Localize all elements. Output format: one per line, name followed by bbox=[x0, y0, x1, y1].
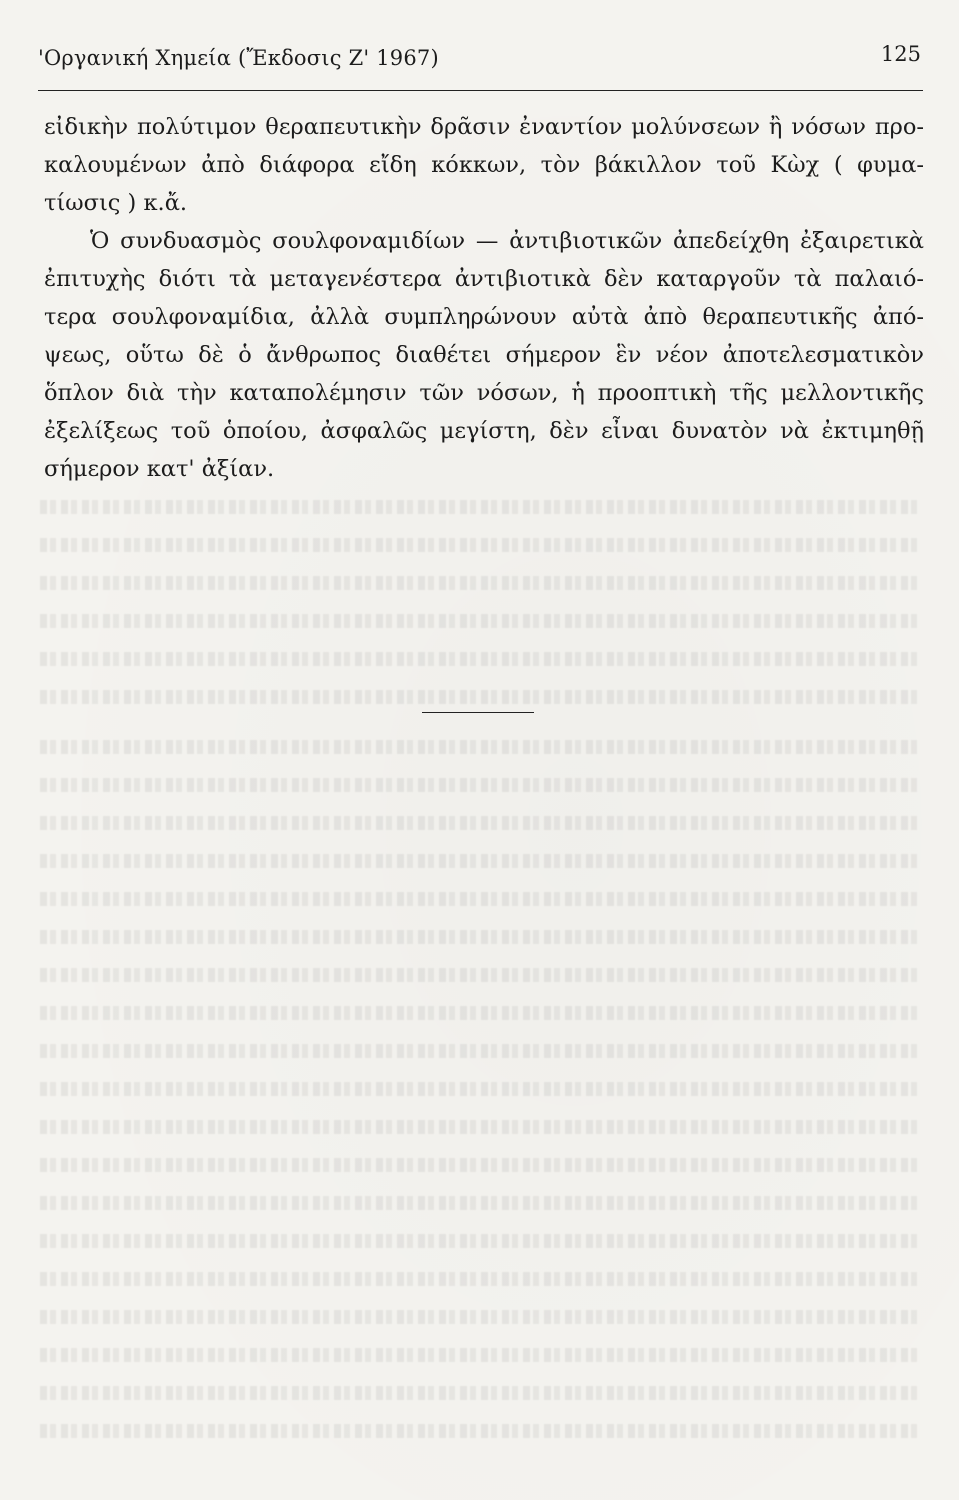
text-line: καλουμένων ἀπὸ διάφορα εἴδη κόκκων, τὸν βάκιλλον τοῦ Κὼχ ( φυμα- bbox=[44, 152, 924, 178]
text-line: ἐπιτυχὴς διότι τὰ μεταγενέστερα ἀντιβιοτικὰ δὲν καταργοῦν τὰ παλαιό- bbox=[44, 266, 924, 292]
running-header bbox=[38, 38, 923, 91]
paragraph bbox=[44, 108, 924, 222]
text-line: Ὁ συνδυασμὸς σουλφοναμιδίων — ἀντιβιοτικῶν ἀπεδείχθη ἐξαιρετικὰ bbox=[90, 228, 924, 254]
text-line: τερα σουλφοναμίδια, ἀλλὰ συμπληρώνουν αὐτὰ ἀπὸ θεραπευτικῆς ἀπό- bbox=[44, 304, 924, 330]
body-text bbox=[44, 108, 924, 488]
text-line: ψεως, οὕτω δὲ ὁ ἄνθρωπος διαθέτει σήμερον ἓν νέον ἀποτελεσματικὸν bbox=[44, 342, 924, 368]
text-line: εἰδικὴν πολύτιμον θεραπευτικὴν δρᾶσιν ἐναντίον μολύνσεων ἢ νόσων προ- bbox=[44, 114, 924, 140]
paragraph bbox=[44, 222, 924, 488]
page-number: 125 bbox=[880, 42, 921, 66]
text-line: ὅπλον διὰ τὴν καταπολέμησιν τῶν νόσων, ἡ προοπτικὴ τῆς μελλοντικῆς bbox=[44, 380, 924, 406]
running-title: 'Οργανική Χημεία (Ἔκδοσις Ζ' 1967) bbox=[38, 46, 439, 70]
text-line: σήμερον κατ' ἀξίαν. bbox=[44, 456, 275, 482]
text-line: τίωσις ) κ.ἄ. bbox=[44, 190, 188, 216]
section-divider bbox=[422, 712, 534, 713]
text-line: ἐξελίξεως τοῦ ὁποίου, ἀσφαλῶς μεγίστη, δὲν εἶναι δυνατὸν νὰ ἐκτιμηθῇ bbox=[44, 418, 924, 444]
